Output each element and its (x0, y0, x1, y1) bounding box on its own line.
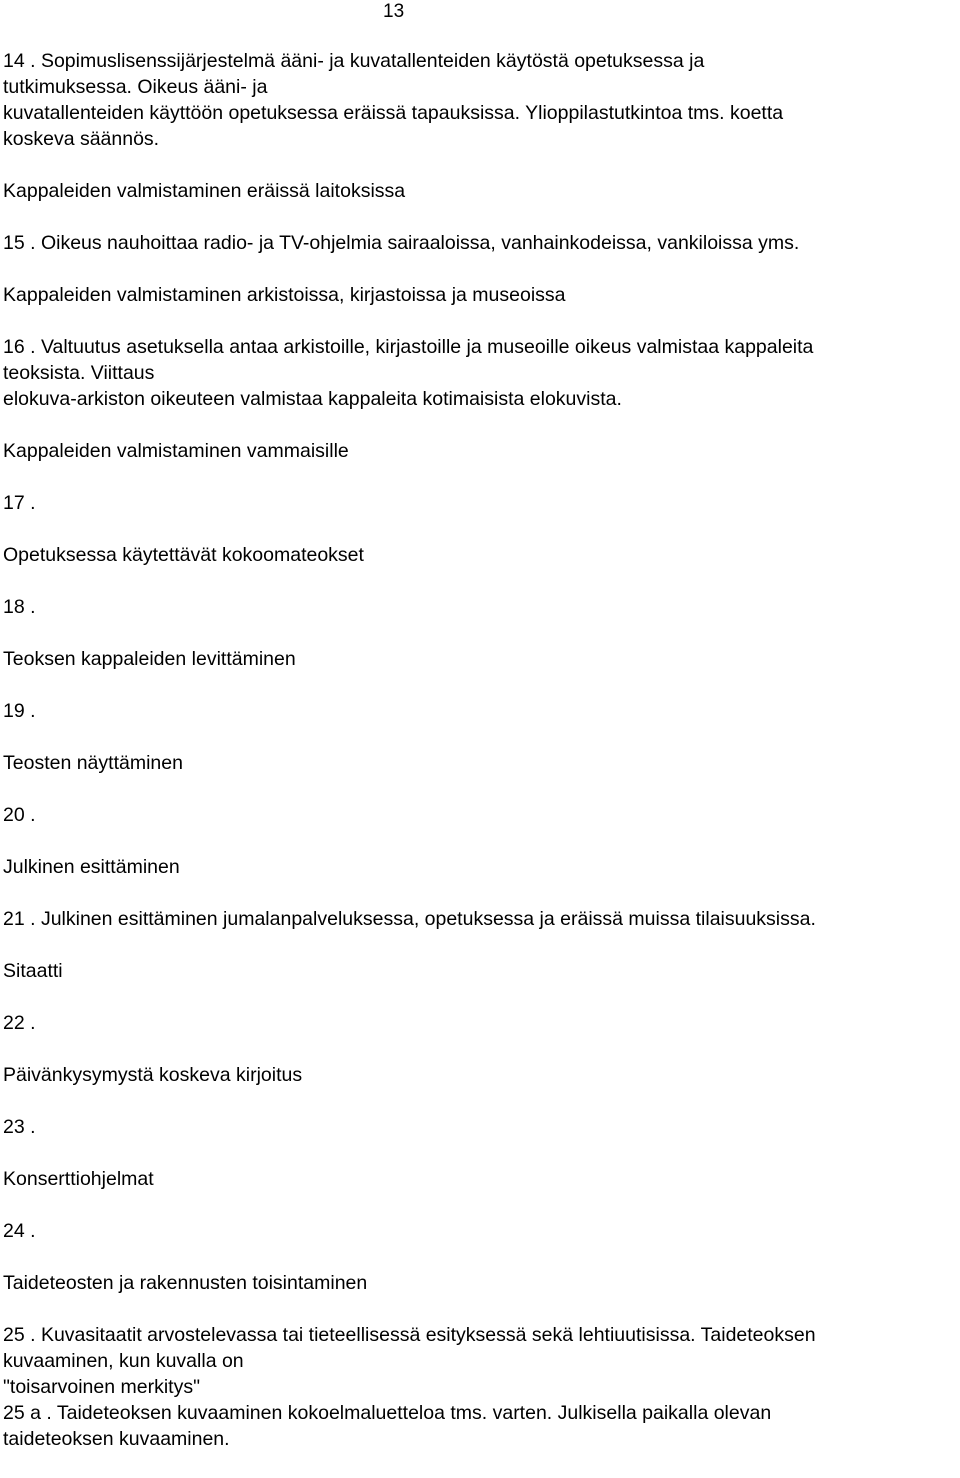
paragraph (3, 1010, 958, 1036)
text-line: 22 . (3, 1012, 36, 1034)
page-number: 13 (383, 1, 405, 22)
paragraph (3, 594, 958, 620)
text-line: 15 . Oikeus nauhoittaa radio- ja TV-ohjelmia sairaaloissa, vanhainkodeissa, vankiloissa yms. (3, 232, 800, 254)
paragraph (3, 906, 958, 932)
text-line: 19 . (3, 700, 36, 722)
text-line: Teoksen kappaleiden levittäminen (3, 648, 296, 670)
text-line: 21 . Julkinen esittäminen jumalanpalveluksessa, opetuksessa ja eräissä muissa tilaisuuksissa. (3, 908, 816, 930)
text-line: Julkinen esittäminen (3, 856, 180, 878)
text-line: 23 . (3, 1116, 36, 1138)
text-line: Päivänkysymystä koskeva kirjoitus (3, 1064, 303, 1086)
text-line: Kappaleiden valmistaminen eräissä laitoksissa (3, 180, 406, 202)
text-line: elokuva-arkiston oikeuteen valmistaa kappaleita kotimaisista elokuvista. (3, 388, 622, 410)
paragraph (3, 230, 958, 256)
paragraph (3, 802, 958, 828)
text-line: 24 . (3, 1220, 36, 1242)
text-line: koskeva säännös. (3, 128, 160, 150)
paragraph (3, 750, 958, 776)
text-line: Taideteosten ja rakennusten toisintaminen (3, 1272, 368, 1294)
paragraph (3, 854, 958, 880)
text-line: 14 . Sopimuslisenssijärjestelmä ääni- ja kuvatallenteiden käytöstä opetuksessa ja (3, 50, 705, 72)
text-line: 16 . Valtuutus asetuksella antaa arkistoille, kirjastoille ja museoille oikeus valmistaa kappaleita (3, 336, 814, 358)
text-line: taideteoksen kuvaaminen. (3, 1428, 230, 1450)
text-line: Kappaleiden valmistaminen vammaisille (3, 440, 349, 462)
paragraph (3, 646, 958, 672)
text-line: Konserttiohjelmat (3, 1168, 154, 1190)
text-line: kuvatallenteiden käyttöön opetuksessa eräissä tapauksissa. Ylioppilastutkintoa tms. koetta (3, 102, 784, 124)
paragraph (3, 542, 958, 568)
paragraph (3, 1114, 958, 1140)
text-line: tutkimuksessa. Oikeus ääni- ja (3, 76, 268, 98)
document-body (3, 48, 958, 1478)
paragraph (3, 1166, 958, 1192)
paragraph (3, 958, 958, 984)
text-line: 18 . (3, 596, 36, 618)
text-line: teoksista. Viittaus (3, 362, 155, 384)
paragraph (3, 1218, 958, 1244)
paragraph (3, 438, 958, 464)
text-line: Kappaleiden valmistaminen arkistoissa, kirjastoissa ja museoissa (3, 284, 566, 306)
text-line: Teosten näyttäminen (3, 752, 183, 774)
text-line: "toisarvoinen merkitys" (3, 1376, 200, 1398)
text-line: 17 . (3, 492, 36, 514)
paragraph (3, 48, 958, 152)
text-line: Opetuksessa käytettävät kokoomateokset (3, 544, 364, 566)
paragraph (3, 178, 958, 204)
paragraph (3, 1062, 958, 1088)
paragraph (3, 334, 958, 412)
text-line: 25 . Kuvasitaatit arvostelevassa tai tieteellisessä esityksessä sekä lehtiuutisissa. Taideteoksen (3, 1324, 816, 1346)
text-line: 25 a . Taideteoksen kuvaaminen kokoelmaluetteloa tms. varten. Julkisella paikalla olevan (3, 1402, 772, 1424)
paragraph (3, 282, 958, 308)
paragraph (3, 1322, 958, 1452)
paragraph (3, 1270, 958, 1296)
paragraph (3, 490, 958, 516)
text-line: kuvaaminen, kun kuvalla on (3, 1350, 244, 1372)
text-line: Sitaatti (3, 960, 63, 982)
text-line: 20 . (3, 804, 36, 826)
paragraph (3, 698, 958, 724)
